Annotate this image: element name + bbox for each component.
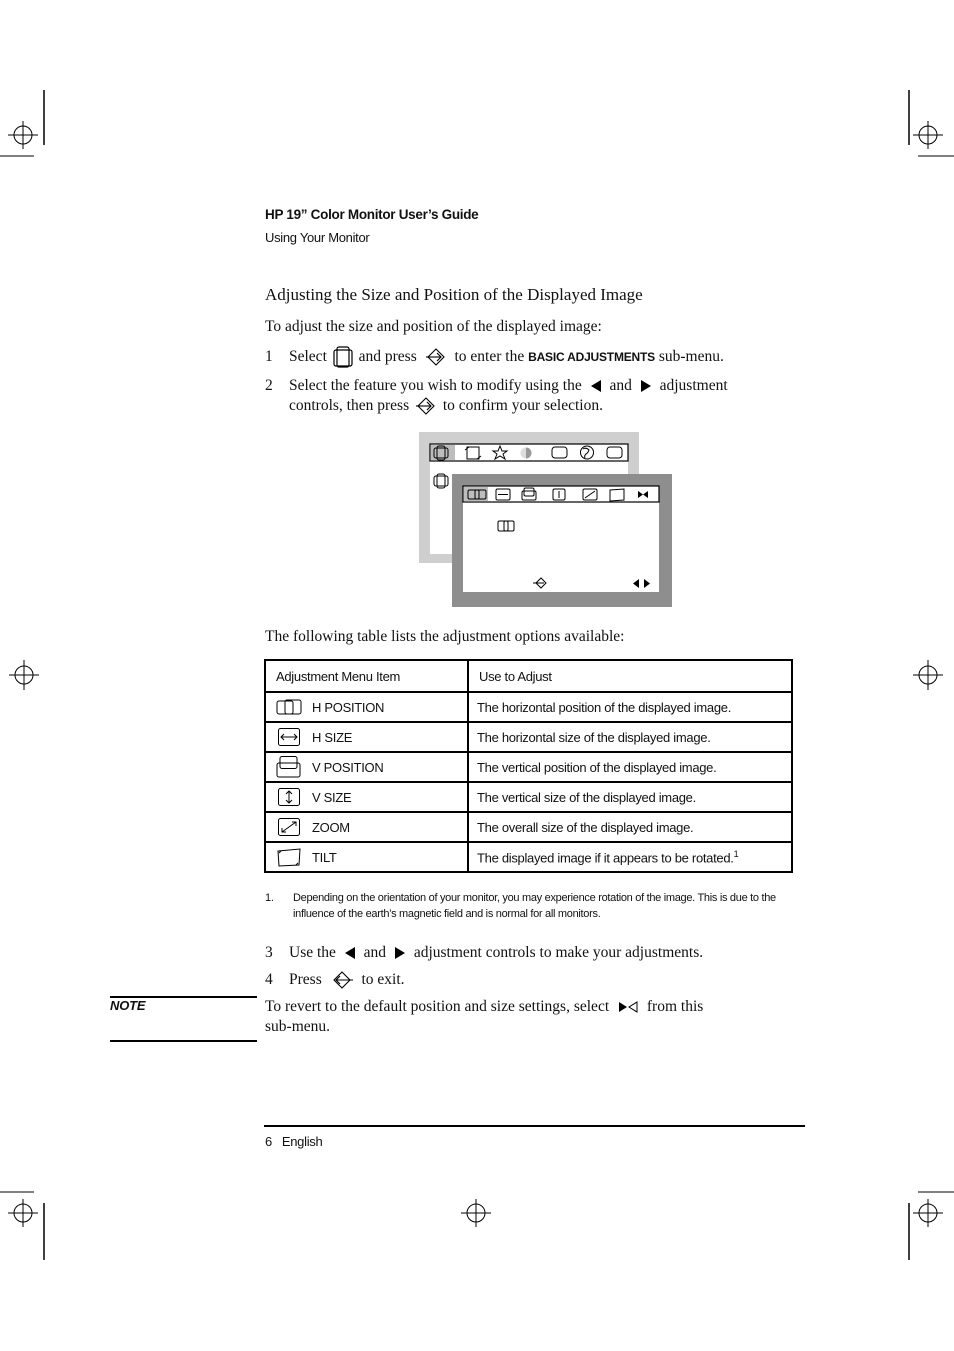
reset-icon <box>617 1000 639 1014</box>
use-description: The vertical size of the displayed image. <box>468 782 792 812</box>
menu-item-label: V POSITION <box>312 759 384 775</box>
v-size-icon <box>266 787 312 807</box>
h-position-icon <box>266 698 312 716</box>
table-row <box>265 842 792 872</box>
use-description: The horizontal position of the displayed image. <box>468 692 792 722</box>
h-size-icon <box>266 727 312 747</box>
enter-icon <box>425 347 447 367</box>
left-arrow-icon <box>590 379 602 393</box>
step-text: to confirm your selection. <box>442 397 603 414</box>
table-header-row <box>265 660 792 692</box>
v-position-icon <box>266 755 312 779</box>
step-number: 1 <box>265 348 273 365</box>
note-text: To revert to the default position and size settings, select <box>265 998 610 1015</box>
footer-rule <box>264 1125 805 1127</box>
footnote-text: Depending on the orientation of your monitor, you may experience rotation of the image. This is due to the influence of the earth’s magnetic field and is normal for all monitors. <box>293 892 776 920</box>
table-row <box>265 722 792 752</box>
note-text: sub-menu. <box>265 1018 331 1035</box>
enter-icon <box>415 396 437 416</box>
step-text: controls, then press <box>289 397 410 414</box>
osd-menu-illustration <box>419 432 672 607</box>
right-arrow-icon <box>394 946 406 960</box>
use-description: The horizontal size of the displayed image. <box>468 722 792 752</box>
step-text: Select <box>289 348 327 365</box>
step-number: 2 <box>265 377 273 394</box>
menu-item-label: H SIZE <box>312 729 353 745</box>
note-label: NOTE <box>110 998 146 1013</box>
footnote-reference: 1 <box>733 848 739 859</box>
zoom-icon <box>266 817 312 837</box>
step-number: 4 <box>265 971 273 988</box>
column-header: Use to Adjust <box>468 660 792 692</box>
right-arrow-icon <box>640 379 652 393</box>
step-text: adjustment controls to make your adjustments. <box>413 944 704 961</box>
basic-adjustments-icon <box>331 345 355 369</box>
step-text: adjustment <box>659 377 728 394</box>
menu-item-label: TILT <box>312 849 337 865</box>
table-row <box>265 812 792 842</box>
step-text: sub-menu. <box>658 348 724 365</box>
note-text: from this <box>646 998 704 1015</box>
table-row <box>265 752 792 782</box>
note-bottom-rule <box>110 1040 257 1042</box>
step-text: and <box>609 377 632 394</box>
use-description <box>468 842 792 872</box>
running-header-subtitle: Using Your Monitor <box>265 230 370 245</box>
exit-icon <box>330 970 354 990</box>
menu-item-label: H POSITION <box>312 699 385 715</box>
main-menu-contrast-icon <box>521 448 532 459</box>
footer-language: English <box>281 1134 323 1149</box>
step-text: to enter the <box>454 348 525 365</box>
menu-item-label: ZOOM <box>312 819 350 835</box>
step-text: and press <box>358 348 417 365</box>
tilt-icon <box>266 847 312 867</box>
table-row <box>265 782 792 812</box>
step-text: to exit. <box>361 971 405 988</box>
step-text: and <box>363 944 387 961</box>
table-row <box>265 692 792 722</box>
step-number: 3 <box>265 944 273 961</box>
use-description: The overall size of the displayed image. <box>468 812 792 842</box>
left-arrow-icon <box>344 946 356 960</box>
menu-item-label: V SIZE <box>312 789 352 805</box>
footnote-number: 1. <box>265 892 274 904</box>
page-footer <box>265 1134 322 1149</box>
running-header-title: HP 19” Color Monitor User’s Guide <box>265 207 479 222</box>
step-text: Use the <box>289 944 336 961</box>
note-body <box>265 995 703 1019</box>
footnote <box>265 890 785 922</box>
bottom-crop-marks <box>0 1185 954 1265</box>
step-text: Press <box>289 971 322 988</box>
page-number: 6 <box>265 1134 272 1149</box>
intro-text: To adjust the size and position of the displayed image: <box>265 318 602 335</box>
use-description: The vertical position of the displayed image. <box>468 752 792 782</box>
top-crop-marks <box>0 85 954 175</box>
step-text: Select the feature you wish to modify using the <box>289 377 582 394</box>
use-description-text: The displayed image if it appears to be rotated. <box>477 850 734 866</box>
adjustment-table <box>264 659 793 873</box>
column-header: Adjustment Menu Item <box>265 660 468 692</box>
table-intro: The following table lists the adjustment options available: <box>265 628 625 645</box>
section-title: Adjusting the Size and Position of the Displayed Image <box>265 285 643 304</box>
submenu-name: BASIC ADJUSTMENTS <box>528 350 655 364</box>
